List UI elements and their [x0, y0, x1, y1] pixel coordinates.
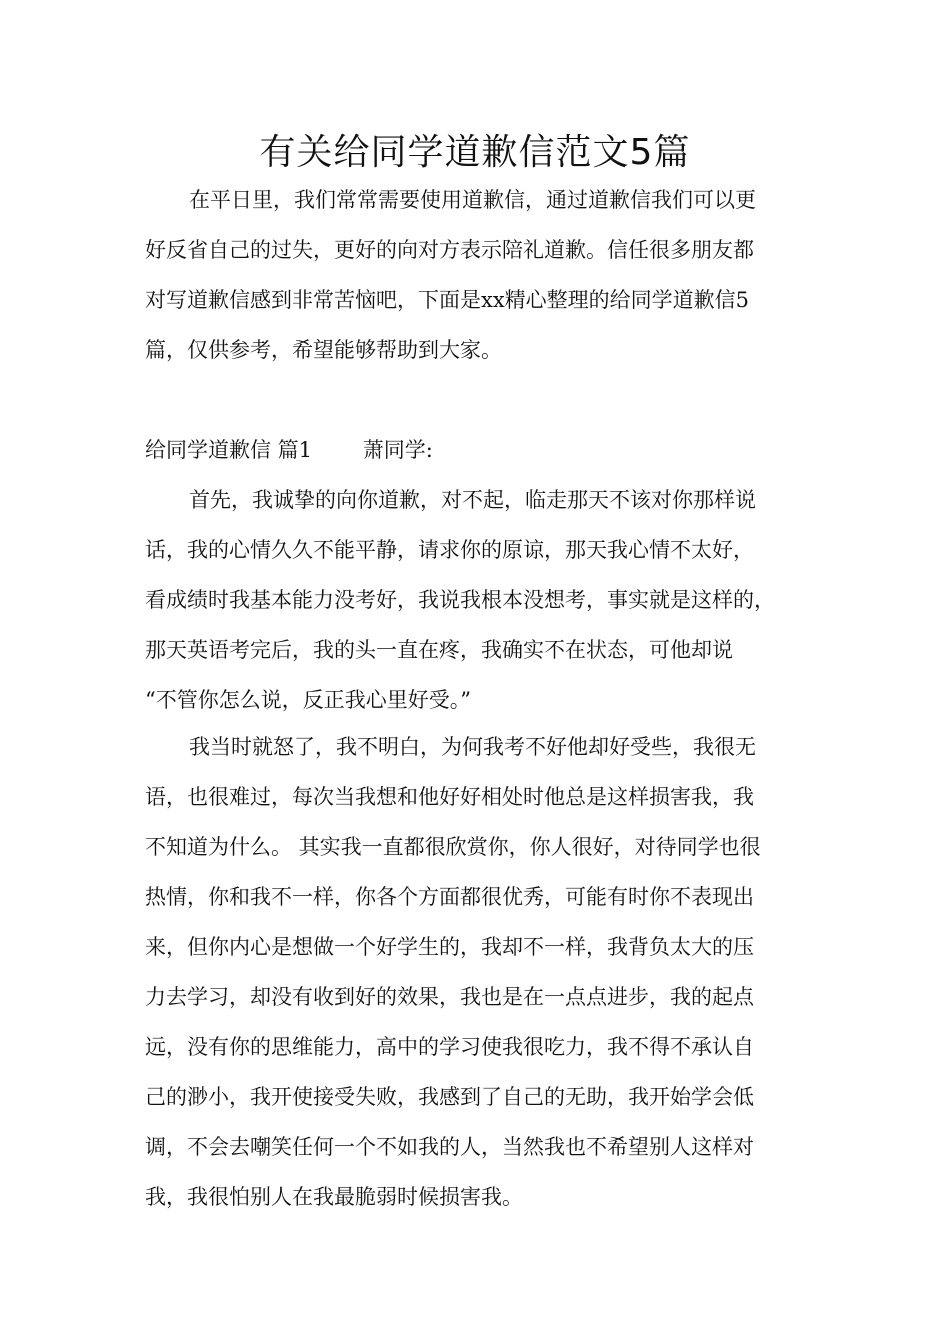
paragraph-line: 不知道为什么。 其实我一直都很欣赏你，你人很好，对待同学也很 — [145, 835, 761, 859]
paragraph-line: 己的渺小，我开使接受失败，我感到了自己的无助，我开始学会低 — [145, 1085, 754, 1109]
document-title: 有关给同学道歉信范文5篇 — [259, 132, 691, 173]
section-heading-row — [145, 425, 433, 475]
paragraph-line: 那天英语考完后，我的头一直在疼，我确实不在状态，可他却说 — [145, 638, 733, 662]
letter-paragraph-2 — [145, 722, 825, 1222]
intro-line: 在平日里，我们常常需要使用道歉信，通过道歉信我们可以更 — [189, 188, 756, 212]
salutation: 萧同学: — [362, 438, 433, 462]
paragraph-line: 来，但你内心是想做一个好学生的，我却不一样，我背负太大的压 — [145, 935, 754, 959]
paragraph-line: 我当时就怒了，我不明白，为何我考不好他却好受些，我很无 — [189, 735, 756, 759]
paragraph-line: 我，我很怕别人在我最脆弱时候损害我。 — [145, 1185, 523, 1209]
intro-line: 对写道歉信感到非常苦恼吧，下面是xx精心整理的给同学道歉信5 — [145, 288, 750, 312]
paragraph-line: 语，也很难过，每次当我想和他好好相处时他总是这样损害我，我 — [145, 785, 754, 809]
paragraph-line: 调，不会去嘲笑任何一个不如我的人，当然我也不希望别人这样对 — [145, 1135, 754, 1159]
intro-line: 好反省自己的过失，更好的向对方表示陪礼道歉。信任很多朋友都 — [145, 238, 754, 262]
section-heading: 给同学道歉信 篇1 — [145, 438, 313, 462]
paragraph-line: 话，我的心情久久不能平静，请求你的原谅，那天我心情不太好， — [145, 538, 754, 562]
intro-line: 篇，仅供参考，希望能够帮助到大家。 — [145, 338, 502, 362]
letter-paragraph-1 — [145, 475, 825, 725]
paragraph-line: 远，没有你的思维能力，高中的学习使我很吃力，我不得不承认自 — [145, 1035, 754, 1059]
paragraph-line: 力去学习，却没有收到好的效果，我也是在一点点进步，我的起点 — [145, 985, 754, 1009]
paragraph-line: 首先，我诚挚的向你道歉，对不起，临走那天不该对你那样说 — [189, 488, 756, 512]
intro-paragraph — [145, 175, 825, 375]
paragraph-line: “不管你怎么说，反正我心里好受。” — [145, 688, 471, 712]
paragraph-line: 看成绩时我基本能力没考好，我说我根本没想考，事实就是这样的， — [145, 588, 775, 612]
paragraph-line: 热情，你和我不一样，你各个方面都很优秀，可能有时你不表现出 — [145, 885, 754, 909]
